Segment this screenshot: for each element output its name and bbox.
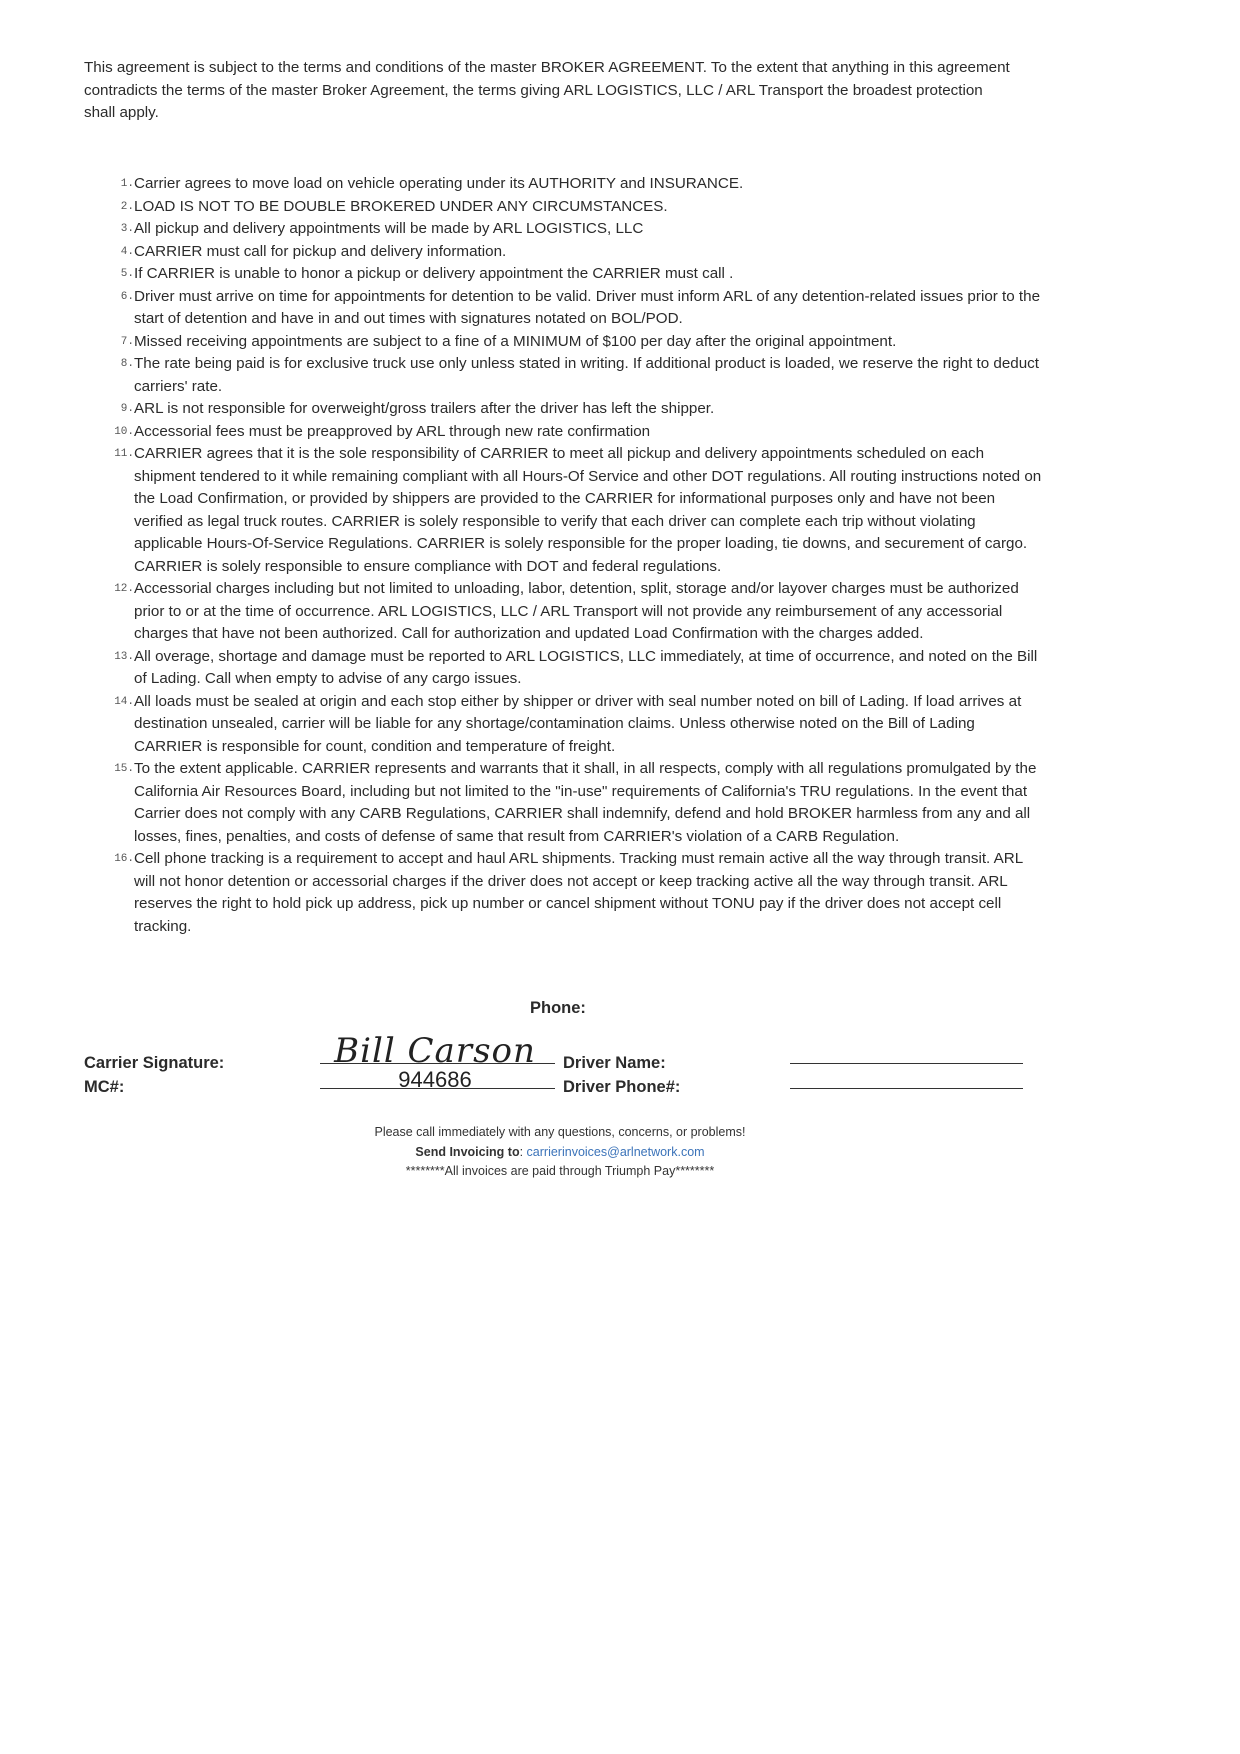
term-number (84, 691, 134, 759)
term-text: LOAD IS NOT TO BE DOUBLE BROKERED UNDER ANY CIRCUMSTANCES. (134, 197, 668, 215)
term-item (84, 578, 1044, 646)
term-number-text: 6. (120, 290, 134, 303)
term-number (84, 398, 134, 421)
driver-name-field[interactable] (790, 1063, 1023, 1064)
term-text: If CARRIER is unable to honor a pickup or delivery appointment the CARRIER must call . (134, 265, 734, 282)
term-number-text: 10. (114, 425, 134, 438)
term-number (84, 421, 134, 444)
mc-value: 944686 (398, 1067, 472, 1092)
term-number-text: 5. (120, 268, 134, 280)
term-number (84, 848, 134, 938)
term-item (84, 353, 1044, 398)
phone-label: Phone: (530, 999, 586, 1017)
term-item (84, 241, 1044, 264)
term-number-text: 16. (114, 853, 134, 865)
term-item (84, 286, 1044, 331)
term-number (84, 443, 134, 578)
term-number-text: 8. (120, 358, 134, 370)
intro-paragraph: This agreement is subject to the terms and conditions of the master BROKER AGREEMENT. To the extent that anything in this agreement contradicts the terms of the master Broker Agreement, the terms giving ARL LOGISTICS, LLC / ARL Transport the broadest protection shall apply. (84, 59, 1010, 121)
term-text: CARRIER must call for pickup and delivery information. (134, 242, 507, 260)
term-number (84, 241, 134, 264)
term-number-text: 12. (114, 583, 134, 595)
driver-name-label: Driver Name: (563, 1054, 666, 1072)
footer-payment-note: ********All invoices are paid through Triumph Pay******** (405, 1164, 715, 1178)
term-number (84, 646, 134, 691)
term-text: Accessorial charges including but not limited to unloading, labor, detention, split, storage and/or layover charges must be authorized prior to or at the time of occurrence. ARL LOGISTICS, LLC / ARL Transport will not provide any reimbursement of any accessorial charges that have not been authorized. Call for authorization and updated Load Confirmation with the charges added. (134, 580, 1019, 642)
term-item (84, 758, 1044, 848)
term-text: Carrier agrees to move load on vehicle operating under its AUTHORITY and INSURANCE. (134, 175, 744, 192)
term-number-text: 7. (120, 335, 134, 348)
invoice-email-link[interactable]: carrierinvoices@arlnetwork.com (526, 1144, 705, 1159)
term-number-text: 14. (114, 695, 134, 708)
term-number (84, 263, 134, 286)
term-text: Accessorial fees must be preapproved by ARL through new rate confirmation (134, 422, 651, 440)
term-text: Cell phone tracking is a requirement to accept and haul ARL shipments. Tracking must remain active all the way through transit. ARL will not honor detention or accessorial charges if the driver does not accept or keep tracking active all the way through transit. ARL reserves the right to hold pick up address, pick up number or cancel shipment without TONU pay if the driver does not accept cell tracking. (134, 850, 1023, 935)
term-number (84, 578, 134, 646)
term-text: All pickup and delivery appointments will be made by ARL LOGISTICS, LLC (134, 220, 644, 237)
term-item (84, 443, 1044, 578)
term-item (84, 691, 1044, 759)
term-number-text: 3. (120, 223, 134, 235)
term-number-text: 9. (120, 403, 134, 415)
driver-phone-field[interactable] (790, 1088, 1023, 1089)
footer-contact-note: Please call immediately with any questions, concerns, or problems! (374, 1125, 746, 1139)
term-item (84, 331, 1044, 354)
invoice-label: Send Invoicing to (415, 1144, 520, 1159)
term-number (84, 758, 134, 848)
term-number-text: 1. (120, 178, 134, 190)
term-item (84, 173, 1044, 196)
term-item (84, 218, 1044, 241)
term-text: All overage, shortage and damage must be reported to ARL LOGISTICS, LLC immediately, at time of occurrence, and noted on the Bill of Lading. Call when empty to advise of any cargo issues. (134, 647, 1038, 687)
invoice-separator: : (519, 1144, 527, 1159)
term-item (84, 848, 1044, 938)
term-number (84, 196, 134, 219)
term-number-text: 4. (120, 245, 134, 258)
term-item (84, 421, 1044, 444)
term-text: The rate being paid is for exclusive truck use only unless stated in writing. If additional product is loaded, we reserve the right to deduct carriers' rate. (134, 355, 1039, 395)
footer-invoicing (0, 1143, 1120, 1163)
term-number-text: 15. (114, 763, 134, 775)
term-item (84, 196, 1044, 219)
driver-phone-label: Driver Phone#: (563, 1078, 681, 1096)
term-number-text: 11. (114, 448, 134, 460)
term-number (84, 218, 134, 241)
term-text: Driver must arrive on time for appointments for detention to be valid. Driver must inform ARL of any detention-related issues prior to the start of detention and have in and out times with signatures notated on BOL/POD. (134, 287, 1041, 327)
term-item (84, 398, 1044, 421)
term-text: ARL is not responsible for overweight/gross trailers after the driver has left the shipper. (134, 400, 715, 417)
term-number (84, 173, 134, 196)
term-item (84, 263, 1044, 286)
carrier-signature-label: Carrier Signature: (84, 1054, 225, 1072)
term-text: Missed receiving appointments are subject to a fine of a MINIMUM of $100 per day after the original appointment. (134, 332, 897, 350)
term-text: All loads must be sealed at origin and each stop either by shipper or driver with seal number noted on bill of Lading. If load arrives at destination unsealed, carrier will be liable for any shortage/contamination claims. Unless otherwise noted on the Bill of Lading CARRIER is responsible for count, condition and temperature of freight. (134, 692, 1022, 755)
mc-label: MC#: (84, 1078, 125, 1096)
term-number-text: 13. (114, 650, 134, 663)
term-number (84, 286, 134, 331)
term-number-text: 2. (120, 200, 134, 213)
terms-list (84, 173, 1044, 938)
term-text: To the extent applicable. CARRIER represents and warrants that it shall, in all respects, comply with all regulations promulgated by the California Air Resources Board, including but not limited to the "in-use" requirements of California's TRU regulations. In the event that Carrier does not comply with any CARB Regulations, CARRIER shall indemnify, defend and hold BROKER harmless from any and all losses, fines, penalties, and costs of defense of same that result from CARRIER's violation of a CARB Regulation. (134, 760, 1037, 845)
term-number (84, 331, 134, 354)
term-item (84, 646, 1044, 691)
term-number (84, 353, 134, 398)
term-text: CARRIER agrees that it is the sole responsibility of CARRIER to meet all pickup and delivery appointments scheduled on each shipment tendered to it while remaining compliant with all Hours-Of Service and other DOT regulations. All routing instructions noted on the Load Confirmation, or provided by shippers are provided to the CARRIER for informational purposes only and have not been verified as legal truck routes. CARRIER is solely responsible to verify that each driver can complete each trip without violating applicable Hours-Of-Service Regulations. CARRIER is solely responsible for the proper loading, tie downs, and securement of cargo. CARRIER is solely responsible to ensure compliance with DOT and federal regulations. (134, 445, 1042, 575)
footer (0, 1123, 1120, 1182)
carrier-signature: Bill Carson (334, 1031, 536, 1071)
